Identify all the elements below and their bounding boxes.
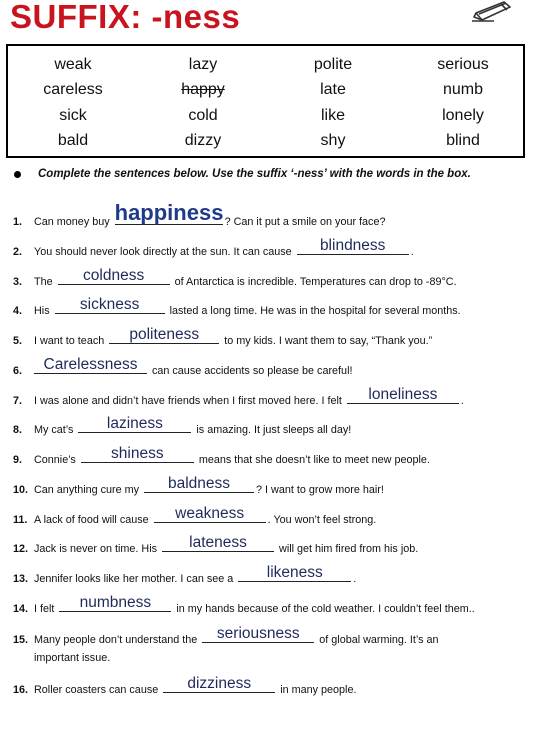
- sentence-text: of Antarctica is incredible. Temperatures can drop to -89°C.: [174, 276, 457, 288]
- sentence-number: 2.: [13, 246, 23, 258]
- answer-text: laziness: [106, 414, 163, 432]
- sentence-text: ? I want to grow more hair!: [256, 484, 384, 496]
- sentence-text: will get him fired from his job.: [279, 543, 419, 555]
- answer-text: happiness: [114, 200, 224, 225]
- sentence-text: means that she doesn’t like to meet new people.: [198, 454, 430, 466]
- word-box-word: shy: [320, 132, 346, 149]
- word-box-word: lonely: [442, 107, 484, 124]
- sentence-text: Can anything cure my: [34, 484, 140, 496]
- sentence-16: [13, 674, 357, 696]
- word-box-word: careless: [43, 81, 103, 98]
- sentence-text: in my hands because of the cold weather. I couldn’t feel them..: [176, 603, 475, 615]
- sentence-number: 14.: [13, 603, 29, 615]
- sentence-1: [13, 200, 386, 228]
- word-box-word: cold: [188, 107, 218, 124]
- sentence-10: [13, 474, 384, 496]
- answer-text: seriousness: [216, 624, 300, 642]
- sentence-text: Roller coasters can cause: [34, 684, 159, 696]
- sentence-7: [13, 385, 464, 407]
- word-box-word: like: [320, 107, 345, 124]
- sentence-text: lasted a long time. He was in the hospital for several months.: [169, 305, 461, 317]
- answer-blank[interactable]: [58, 266, 170, 285]
- word-box-word: late: [320, 81, 346, 98]
- worksheet-title: SUFFIX: -ness: [10, 0, 241, 35]
- answer-blank[interactable]: [78, 414, 191, 433]
- sentence-6: [13, 355, 353, 377]
- sentence-text: .: [460, 395, 464, 407]
- sentence-number: 10.: [13, 484, 29, 496]
- sentence-number: 1.: [13, 216, 23, 228]
- answer-blank[interactable]: [114, 200, 224, 225]
- sentence-text: is amazing. It just sleeps all day!: [196, 424, 352, 436]
- answer-blank[interactable]: [238, 563, 351, 582]
- sentence-text: My cat’s: [34, 424, 74, 436]
- answer-text: loneliness: [368, 385, 438, 403]
- word-box-word: bald: [57, 132, 89, 149]
- sentence-text: Can money buy: [34, 216, 110, 228]
- sentence-number: 4.: [13, 305, 23, 317]
- sentence-12: [13, 533, 419, 555]
- word-box-word: sick: [59, 107, 87, 124]
- answer-text: Carelessness: [43, 355, 138, 373]
- answer-text: sickness: [79, 295, 140, 313]
- answer-blank[interactable]: [202, 624, 314, 643]
- sentence-text: Many people don’t understand the: [34, 634, 198, 646]
- sentence-text: of global warming. It’s an: [319, 634, 439, 646]
- sentence-text: .: [410, 246, 414, 258]
- sentence-number: 13.: [13, 573, 29, 585]
- sentence-number: 9.: [13, 454, 23, 466]
- sentence-3: [13, 266, 457, 288]
- word-box-word: blind: [446, 132, 480, 149]
- answer-blank[interactable]: [297, 236, 409, 255]
- pencil-icon: [470, 0, 514, 22]
- sentence-number: 6.: [13, 365, 23, 377]
- sentence-text: in many people.: [280, 684, 357, 696]
- answer-blank[interactable]: [34, 355, 147, 374]
- sentence-11: [13, 504, 377, 526]
- sentence-number: 7.: [13, 395, 23, 407]
- word-box-word-struck: happy: [181, 81, 225, 98]
- answer-blank[interactable]: [163, 674, 275, 693]
- word-box: [6, 44, 525, 158]
- word-box-word: numb: [442, 81, 484, 98]
- sentence-text: You should never look directly at the sun. It can cause: [34, 246, 292, 258]
- answer-blank[interactable]: [81, 444, 194, 463]
- sentence-text: . You won’t feel strong.: [267, 514, 377, 526]
- answer-blank[interactable]: [347, 385, 459, 404]
- sentence-9: [13, 444, 430, 466]
- sentence-number: 11.: [13, 514, 28, 526]
- sentence-text: to my kids. I want them to say, “Thank you.”: [224, 335, 433, 347]
- answer-blank[interactable]: [109, 325, 219, 344]
- sentence-text: Jack is never on time. His: [34, 543, 158, 555]
- sentence-13: [13, 563, 357, 585]
- word-box-word: serious: [437, 56, 489, 73]
- sentence-5: [13, 325, 433, 347]
- answer-text: numbness: [79, 593, 152, 611]
- answer-text: baldness: [168, 474, 231, 492]
- sentence-8: [13, 414, 352, 436]
- sentence-15: [13, 624, 439, 664]
- answer-text: coldness: [83, 266, 145, 284]
- sentence-number: 12.: [13, 543, 29, 555]
- answer-text: blindness: [319, 236, 386, 254]
- sentence-text: .: [353, 573, 357, 585]
- answer-blank[interactable]: [154, 504, 266, 523]
- word-box-word: polite: [313, 56, 353, 73]
- sentence-text: I was alone and didn’t have friends when I first moved here. I felt: [34, 395, 342, 407]
- instruction-text: Complete the sentences below. Use the suffix ‘-ness’ with the words in the box.: [38, 168, 471, 180]
- sentence-2: [13, 236, 414, 258]
- answer-blank[interactable]: [162, 533, 274, 552]
- sentence-number: 5.: [13, 335, 23, 347]
- word-box-word: weak: [54, 56, 92, 73]
- word-box-word: dizzy: [184, 132, 222, 149]
- answer-text: politeness: [129, 325, 200, 343]
- sentence-text: I want to teach: [34, 335, 105, 347]
- answer-text: shiness: [111, 444, 164, 462]
- sentence-text: The: [34, 276, 53, 288]
- word-box-word: lazy: [188, 56, 218, 73]
- sentence-text: I felt: [34, 603, 55, 615]
- sentence-number: 8.: [13, 424, 23, 436]
- answer-text: likeness: [266, 563, 323, 581]
- sentence-text: Connie’s: [34, 454, 76, 466]
- instruction: [14, 168, 471, 180]
- sentence-number: 15.: [13, 634, 29, 646]
- answer-text: lateness: [189, 533, 247, 551]
- answer-text: weakness: [175, 504, 245, 522]
- sentence-number: 3.: [13, 276, 23, 288]
- answer-blank[interactable]: [59, 593, 171, 612]
- sentence-text: ? Can it put a smile on your face?: [224, 216, 386, 228]
- answer-text: dizziness: [187, 674, 252, 692]
- sentence-text: His: [34, 305, 50, 317]
- sentence-text: important issue.: [34, 652, 111, 664]
- sentence-4: [13, 295, 461, 317]
- sentence-number: 16.: [13, 684, 29, 696]
- sentence-text: can cause accidents so please be careful!: [152, 365, 353, 377]
- bullet-icon: [14, 171, 21, 178]
- sentence-text: A lack of food will cause: [34, 514, 149, 526]
- answer-blank[interactable]: [144, 474, 254, 493]
- sentence-14: [13, 593, 475, 615]
- answer-blank[interactable]: [55, 295, 165, 314]
- sentence-text: Jennifer looks like her mother. I can see a: [34, 573, 234, 585]
